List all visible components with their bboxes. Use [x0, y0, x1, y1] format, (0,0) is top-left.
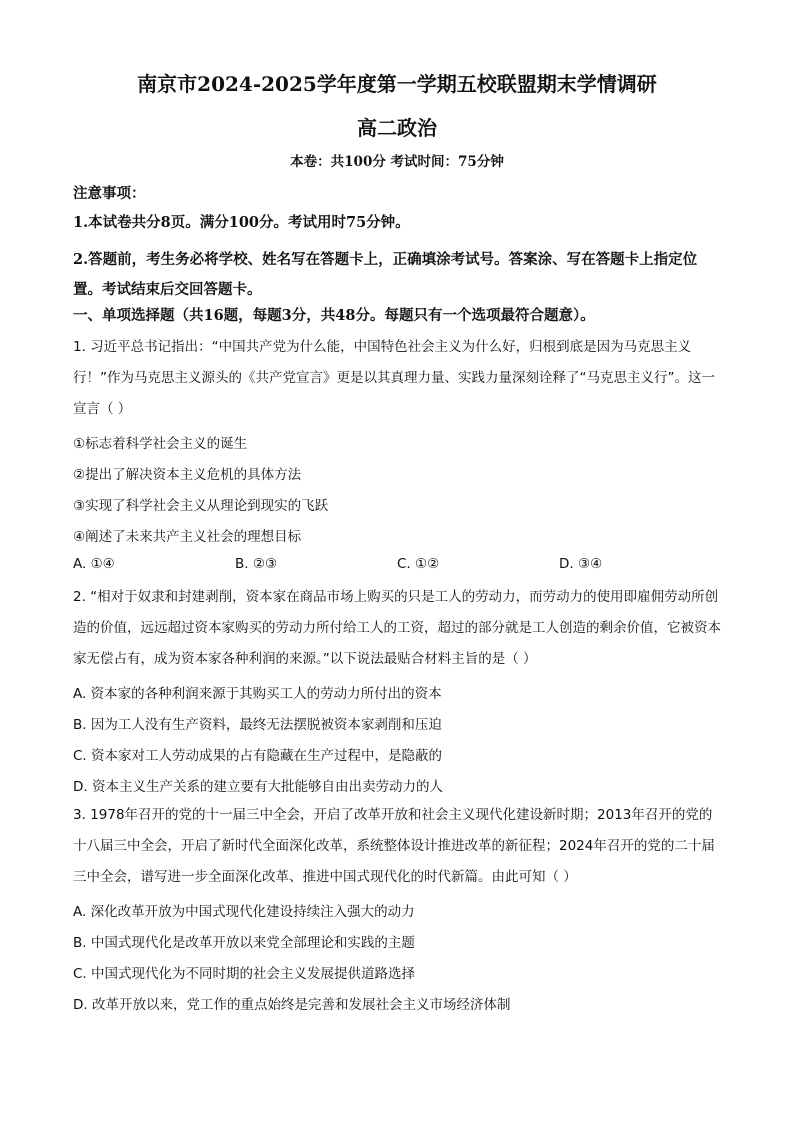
exam-subject: 高二政治 [357, 116, 437, 140]
exam-meta: 本卷：共100分 考试时间：75分钟 [290, 154, 504, 170]
question-1-item-4: ④阐述了未来共产主义社会的理想目标 [73, 529, 302, 545]
question-1-choice-b[interactable]: B. ②③ [235, 556, 278, 572]
notice-heading: 注意事项： [73, 185, 146, 202]
question-2-choice-d[interactable]: D. 资本主义生产关系的建立要有大批能够自由出卖劳动力的人 [73, 779, 443, 795]
notice-item-2: 2.答题前，考生务必将学校、姓名写在答题卡上，正确填涂考试号。答案涂、写在答题卡上指定位置。考试结束后交回答题卡。 [73, 251, 698, 298]
question-1-item-1: ①标志着科学社会主义的诞生 [73, 436, 248, 452]
question-2-choice-c[interactable]: C. 资本家对工人劳动成果的占有隐藏在生产过程中，是隐蔽的 [73, 748, 443, 764]
question-3-choice-c[interactable]: C. 中国式现代化为不同时期的社会主义发展提供道路选择 [73, 966, 416, 982]
notice-item-1: 1.本试卷共分8页。满分100分。考试用时75分钟。 [73, 214, 410, 231]
question-3-choice-a[interactable]: A. 深化改革开放为中国式现代化建设持续注入强大的动力 [73, 904, 415, 920]
question-1-choice-d[interactable]: D. ③④ [559, 556, 603, 572]
question-1-choice-a[interactable]: A. ①④ [73, 556, 115, 572]
question-2-choice-a[interactable]: A. 资本家的各种利润来源于其购买工人的劳动力所付出的资本 [73, 686, 442, 702]
question-3-stem: 3. 1978年召开的党的十一届三中全会，开启了改革开放和社会主义现代化建设新时期；2013年召开的党的十八届三中全会，开启了新时代全面深化改革，系统整体设计推进改革的新征程；2024年召开的党的二十届三中全会，谱写进一步全面深化改革、推进中国式现代化的时代新篇。由此可知（ ） [73, 807, 715, 885]
question-3-choice-d[interactable]: D. 改革开放以来，党工作的重点始终是完善和发展社会主义市场经济体制 [73, 997, 511, 1013]
question-1-item-2: ②提出了解决资本主义危机的具体方法 [73, 467, 302, 483]
exam-title: 南京市2024-2025学年度第一学期五校联盟期末学情调研 [137, 72, 657, 96]
question-2-choice-b[interactable]: B. 因为工人没有生产资料，最终无法摆脱被资本家剥削和压迫 [73, 717, 442, 733]
question-1-choice-c[interactable]: C. ①② [397, 556, 440, 572]
question-2-stem: 2. “相对于奴隶和封建剥削，资本家在商品市场上购买的只是工人的劳动力，而劳动力的使用即雇佣劳动所创造的价值，远远超过资本家购买的劳动力所付给工人的工资，超过的部分就是工人创造的剩余价值，它被资本家无偿占有，成为资本家各种利润的来源。”以下说法最贴合材料主旨的是（ ） [73, 589, 721, 667]
section-heading: 一、单项选择题（共16题，每题3分，共48分。每题只有一个选项最符合题意）。 [73, 307, 595, 324]
question-1-item-3: ③实现了科学社会主义从理论到现实的飞跃 [73, 498, 329, 514]
question-3-choice-b[interactable]: B. 中国式现代化是改革开放以来党全部理论和实践的主题 [73, 935, 415, 951]
question-1-stem: 1. 习近平总书记指出：“中国共产党为什么能，中国特色社会主义为什么好，归根到底是因为马克思主义行！”作为马克思主义源头的《共产党宣言》更是以其真理力量、实践力量深刻诠释了“马克思主义行”。这一宣言（ ） [73, 339, 715, 417]
